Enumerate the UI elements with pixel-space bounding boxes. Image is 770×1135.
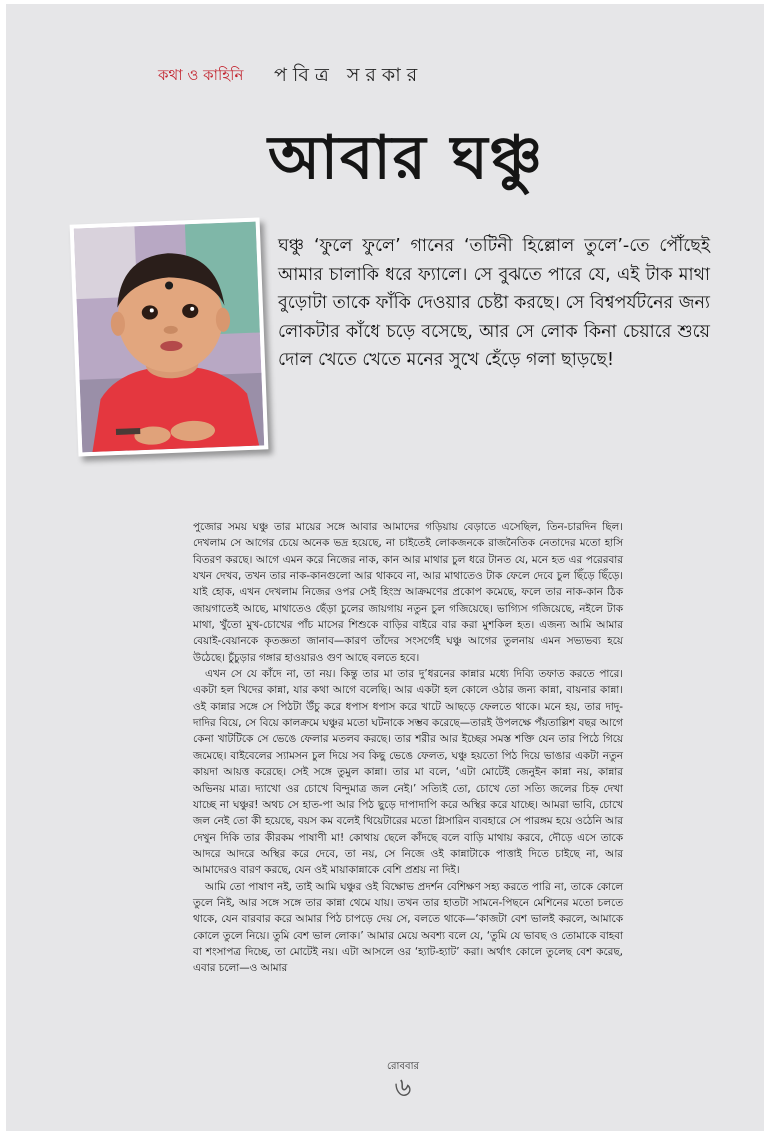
body-paragraph: আমি তো পাষাণ নই, তাই আমি ঘঞ্চুর ওই বিক্ষোভ প্রদর্শন বেশিক্ষণ সহ্য করতে পারি না, তাকে কোলে তুলে নিই, আর সঙ্গে সঙ্গে তার কান্না থেমে যায়। তখন তার হাতটা সামনে-পিছনে মেশিনের মতো চলতে থাকে, যেন বারবার করে আমার পিঠ চাপড়ে দেয় সে, বলতে থাকে—‘কাজটা বেশ ভালই করলে, আমাকে কোলে তুলে নিয়ে। তুমি বেশ ভাল লোক।’ আমার মেয়ে অবশ্য বলে যে, ‘তুমি যে ভাবছ ও তোমাকে বাহবা বা শংসাপত্র দিচ্ছে, তা মোটেই নয়। এটা আসলে ওর ‘হ্যাট-হ্যাট’ করা। অর্থাৎ কোলে তুলেছ বেশ করেছ, এবার চলো—ও আমার bbox=[193, 880, 623, 975]
baby-photo-icon bbox=[74, 222, 264, 453]
page-number: ৬ bbox=[394, 1073, 412, 1103]
intro-paragraph: ঘঞ্চু ‘ফুলে ফুলে’ গানের ‘তটিনী হিল্লোল তুলে’-তে পৌঁছেই আমার চালাকি ধরে ফ্যালে। সে বুঝতে পারে যে, এই টাক মাথা বুড়োটা তাকে ফাঁকি দেওয়ার চেষ্টা করছে। সে বিশ্বপর্যটনের জন্য লোকটার কাঁধে চড়ে বসেছে, আর সে লোক কিনা চেয়ারে শুয়ে দোল খেতে খেতে মনের সুখে হেঁড়ে গলা ছাড়ছে! bbox=[278, 236, 710, 371]
article-body bbox=[193, 519, 623, 977]
magazine-name: রোববার bbox=[387, 1061, 419, 1072]
page-footer bbox=[373, 1059, 433, 1103]
magazine-page bbox=[6, 4, 764, 1131]
body-paragraph: পুজোর সময় ঘঞ্চু তার মায়ের সঙ্গে আবার আমাদের গড়িয়ায় বেড়াতে এসেছিল, তিন-চারদিন ছিল। দেখলাম সে আগের চেয়ে অনেক ভদ্র হয়েছে, না চাইতেই লোকজনকে রাজনৈতিক নেতাদের মতো হাসি বিতরণ করছে। আগে এমন করে নিজের নাক, কান আর মাথার চুল ধরে টানত যে, মনে হত এর পরেরবার যখন দেখব, তখন তার নাক-কানগুলো আর থাকবে না, আর মাথাতেও টাক ফেলে দেবে চুল ছিঁড়ে ছিঁড়ে। যাই হোক, এখন দেখলাম নিজের ওপর সেই হিংস্র আক্রমণের প্রকোপ কমেছে, ফলে তার নাক-কান ঠিক জায়গাতেই আছে, মাথাতেও ছেঁড়া চুলের জায়গায় নতুন চুল গজিয়েছে। ভাগ্যিস গজিয়েছে, নইলে টাক মাথা, খুঁতো মুখ-চোখের পাঁচ মাসের শিশুকে বাড়ির বাইরে বার করা মুশকিল হত। এজন্য আমি আমার বেয়াই-বেয়ানকে কৃতজ্ঞতা জানাব—কারণ তাঁদের সংসর্গেই ঘঞ্চু আগের তুলনায় এমন সভ্যভব্য হয়ে উঠেছে। চুঁচুড়ার গঙ্গার হাওয়ারও গুণ আছে বলতে হবে। bbox=[193, 521, 623, 664]
baby-photo bbox=[70, 217, 269, 456]
author-name: পবিত্র সরকার bbox=[274, 64, 424, 86]
article-title: আবার ঘঞ্চু bbox=[268, 123, 545, 193]
section-label: কথা ও কাহিনি bbox=[158, 66, 244, 84]
body-paragraph: এখন সে যে কাঁদে না, তা নয়। কিন্তু তার মা তার দু’ধরনের কান্নার মধ্যে দিব্যি তফাত করতে পারে। একটা হল খিদের কান্না, যার কথা আগে বলেছি। আর একটা হল কোলে ওঠার জন্য কান্না, বায়নার কান্না। ওই কান্নার সঙ্গে সে পিঠটা উঁচু করে ধপাস ধপাস করে খাটে আছড়ে ফেলতে থাকে। মনে হয়, তার দাদু-দাদির বিয়ে, সে বিয়ে কালক্রমে ঘঞ্চুর মতো ঘটনাকে সম্ভব করেছে—তারই উপলক্ষে পঁয়তাল্লিশ বছর আগে কেনা খাটটিকে সে ভেঙে ফেলার মতলব করছে। তার শরীর আর ইচ্ছের সমস্ত শক্তি যেন তার পিঠে গিয়ে জমেছে। বাইবেলের স্যামসন চুল দিয়ে সব কিছু ভেঙে ফেলত, ঘঞ্চু হয়তো পিঠ দিয়ে ভাঙার একটা নতুন কায়দা আয়ত্ত করেছে। সেই সঙ্গে তুমুল কান্না। তার মা বলে, ‘এটা মোটেই জেনুইন কান্না নয়, কান্নার অভিনয় মাত্র। দ্যাখো ওর চোখে বিন্দুমাত্র জল নেই।’ সত্যিই তো, চোখে তো সত্যি জলের চিহ্ন দেখা যাচ্ছে না ঘঞ্চুর! অথচ সে হাত-পা আর পিঠ ছুড়ে দাপাদাপি করে অস্থির করে যাচ্ছে। আমরা ভাবি, চোখে জল নেই তো কী হয়েছে, বয়স কম বলেই থিয়েটারের মতো গ্লিসারিন ব্যবহারে সে পারঙ্গম হয়ে ওঠেনি আর দেখুন দিকি তার কীরকম পাষাণী মা! কোথায় ছেলে কাঁদছে বলে বাড়ি মাথায় করবে, দৌড়ে এসে তাকে আদরে আদরে অস্থির করে দেবে, তা নয়, সে নিজে ওই কান্নাটাকে পাত্তাই দিতে চাইছে না, আর আমাদেরও বারণ করছে, যেন ওই মায়াকান্নাকে বেশি প্রশ্রয় না দিই। bbox=[193, 668, 623, 877]
